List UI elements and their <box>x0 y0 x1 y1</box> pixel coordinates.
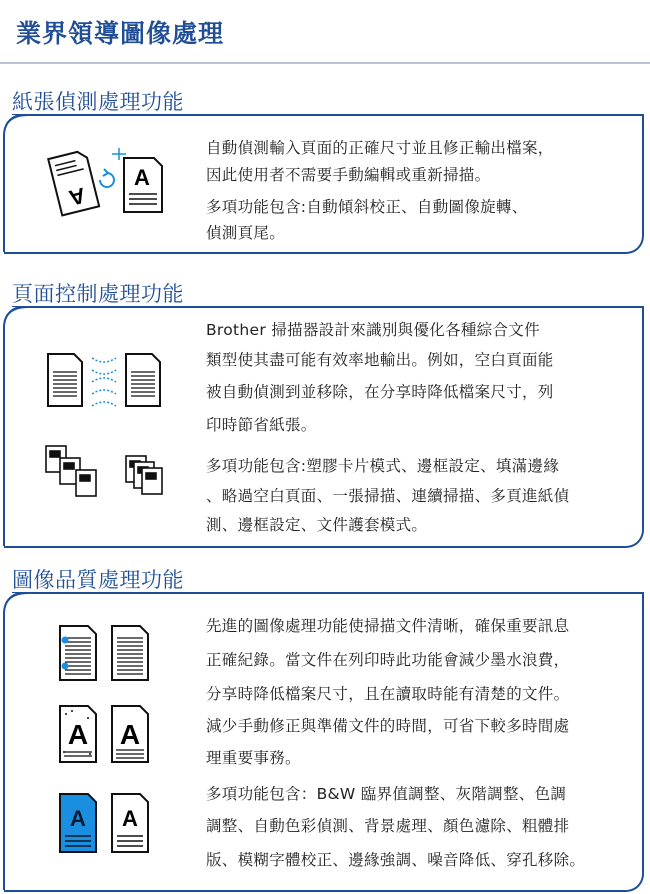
section-title-page-control: 頁面控制處理功能 <box>12 282 184 306</box>
paragraph-line: 、略過空白頁面、一張掃描、連續掃描、多頁進紙偵 <box>206 487 570 505</box>
paragraph-line: 正確紀錄。當文件在列印時此功能會減少墨水浪費， <box>206 651 570 669</box>
stacked-pages-icon <box>126 456 162 494</box>
clean-page-icon <box>112 626 148 680</box>
paragraph-line: Brother 掃描器設計來識別與優化各種綜合文件 <box>206 321 540 339</box>
paragraph-line: 多項功能包含:塑膠卡片模式、邊框設定、填滿邊緣 <box>206 457 560 475</box>
cascading-pages-icon <box>46 446 96 496</box>
page-title: 業界領導圖像處理 <box>16 19 225 48</box>
svg-text:A: A <box>67 719 89 750</box>
paragraph-line: 調整、自動色彩偵測、背景處理、顏色濾除、粗體排 <box>206 817 570 835</box>
paragraph-line: 測、邊框設定、文件護套模式。 <box>206 516 428 534</box>
paragraph-line: 理重要事務。 <box>206 749 301 767</box>
paragraph-line: 類型使其盡可能有效率地輸出。例如，空白頁面能 <box>206 351 554 369</box>
paragraph-line: 偵測頁尾。 <box>206 224 286 242</box>
paragraph-line: 因此使用者不需要手動編輯或重新掃描。 <box>206 166 491 184</box>
svg-text:A: A <box>70 806 86 831</box>
rotate-arrow-icon <box>100 169 114 187</box>
title-divider <box>0 62 650 64</box>
box-left-curve <box>0 306 30 548</box>
paragraph-line: 減少手動修正與準備文件的時間，可省下較多時間處 <box>206 717 570 735</box>
paragraph-line: 版、模糊字體校正、邊緣強調、噪音降低、穿孔移除。 <box>206 851 586 869</box>
image-quality-icons <box>52 614 172 864</box>
rotated-page-icon <box>48 150 99 215</box>
section-title-paper-detection: 紙張偵測處理功能 <box>12 90 184 114</box>
box-left-curve <box>0 592 30 892</box>
svg-text:A: A <box>66 182 88 211</box>
blank-page-icon <box>48 354 82 406</box>
section-title-image-quality: 圖像品質處理功能 <box>12 568 184 592</box>
punch-hole-page-icon <box>60 626 96 680</box>
corrected-page-icon <box>124 158 162 212</box>
paragraph-line: 先進的圖像處理功能使掃描文件清晰，確保重要訊息 <box>206 617 570 635</box>
paragraph-line: 多項功能包含：B&W 臨界值調整、灰階調整、色調 <box>206 785 567 803</box>
paper-detection-icons <box>40 140 170 220</box>
svg-text:A: A <box>122 806 138 831</box>
paragraph-line: 多項功能包含:自動傾斜校正、自動圖像旋轉、 <box>206 198 528 216</box>
output-page-icon <box>126 354 160 406</box>
page-control-icons <box>40 340 180 510</box>
paragraph-line: 自動偵測輸入頁面的正確尺寸並且修正輸出檔案， <box>206 139 554 157</box>
svg-text:A: A <box>134 165 150 190</box>
noisy-page-icon <box>60 706 96 762</box>
svg-text:A: A <box>119 719 141 750</box>
paragraph-line: 印時節省紙張。 <box>206 416 317 434</box>
scan-waves-icon <box>92 358 116 406</box>
color-page-icon <box>60 794 96 852</box>
paragraph-line: 被自動偵測到並移除，在分享時降低檔案尺寸，列 <box>206 383 554 401</box>
color-dropout-page-icon <box>112 794 148 852</box>
box-left-curve <box>0 114 30 254</box>
denoised-page-icon <box>112 706 148 762</box>
paragraph-line: 分享時降低檔案尺寸，且在讀取時能有清楚的文件。 <box>206 685 570 703</box>
